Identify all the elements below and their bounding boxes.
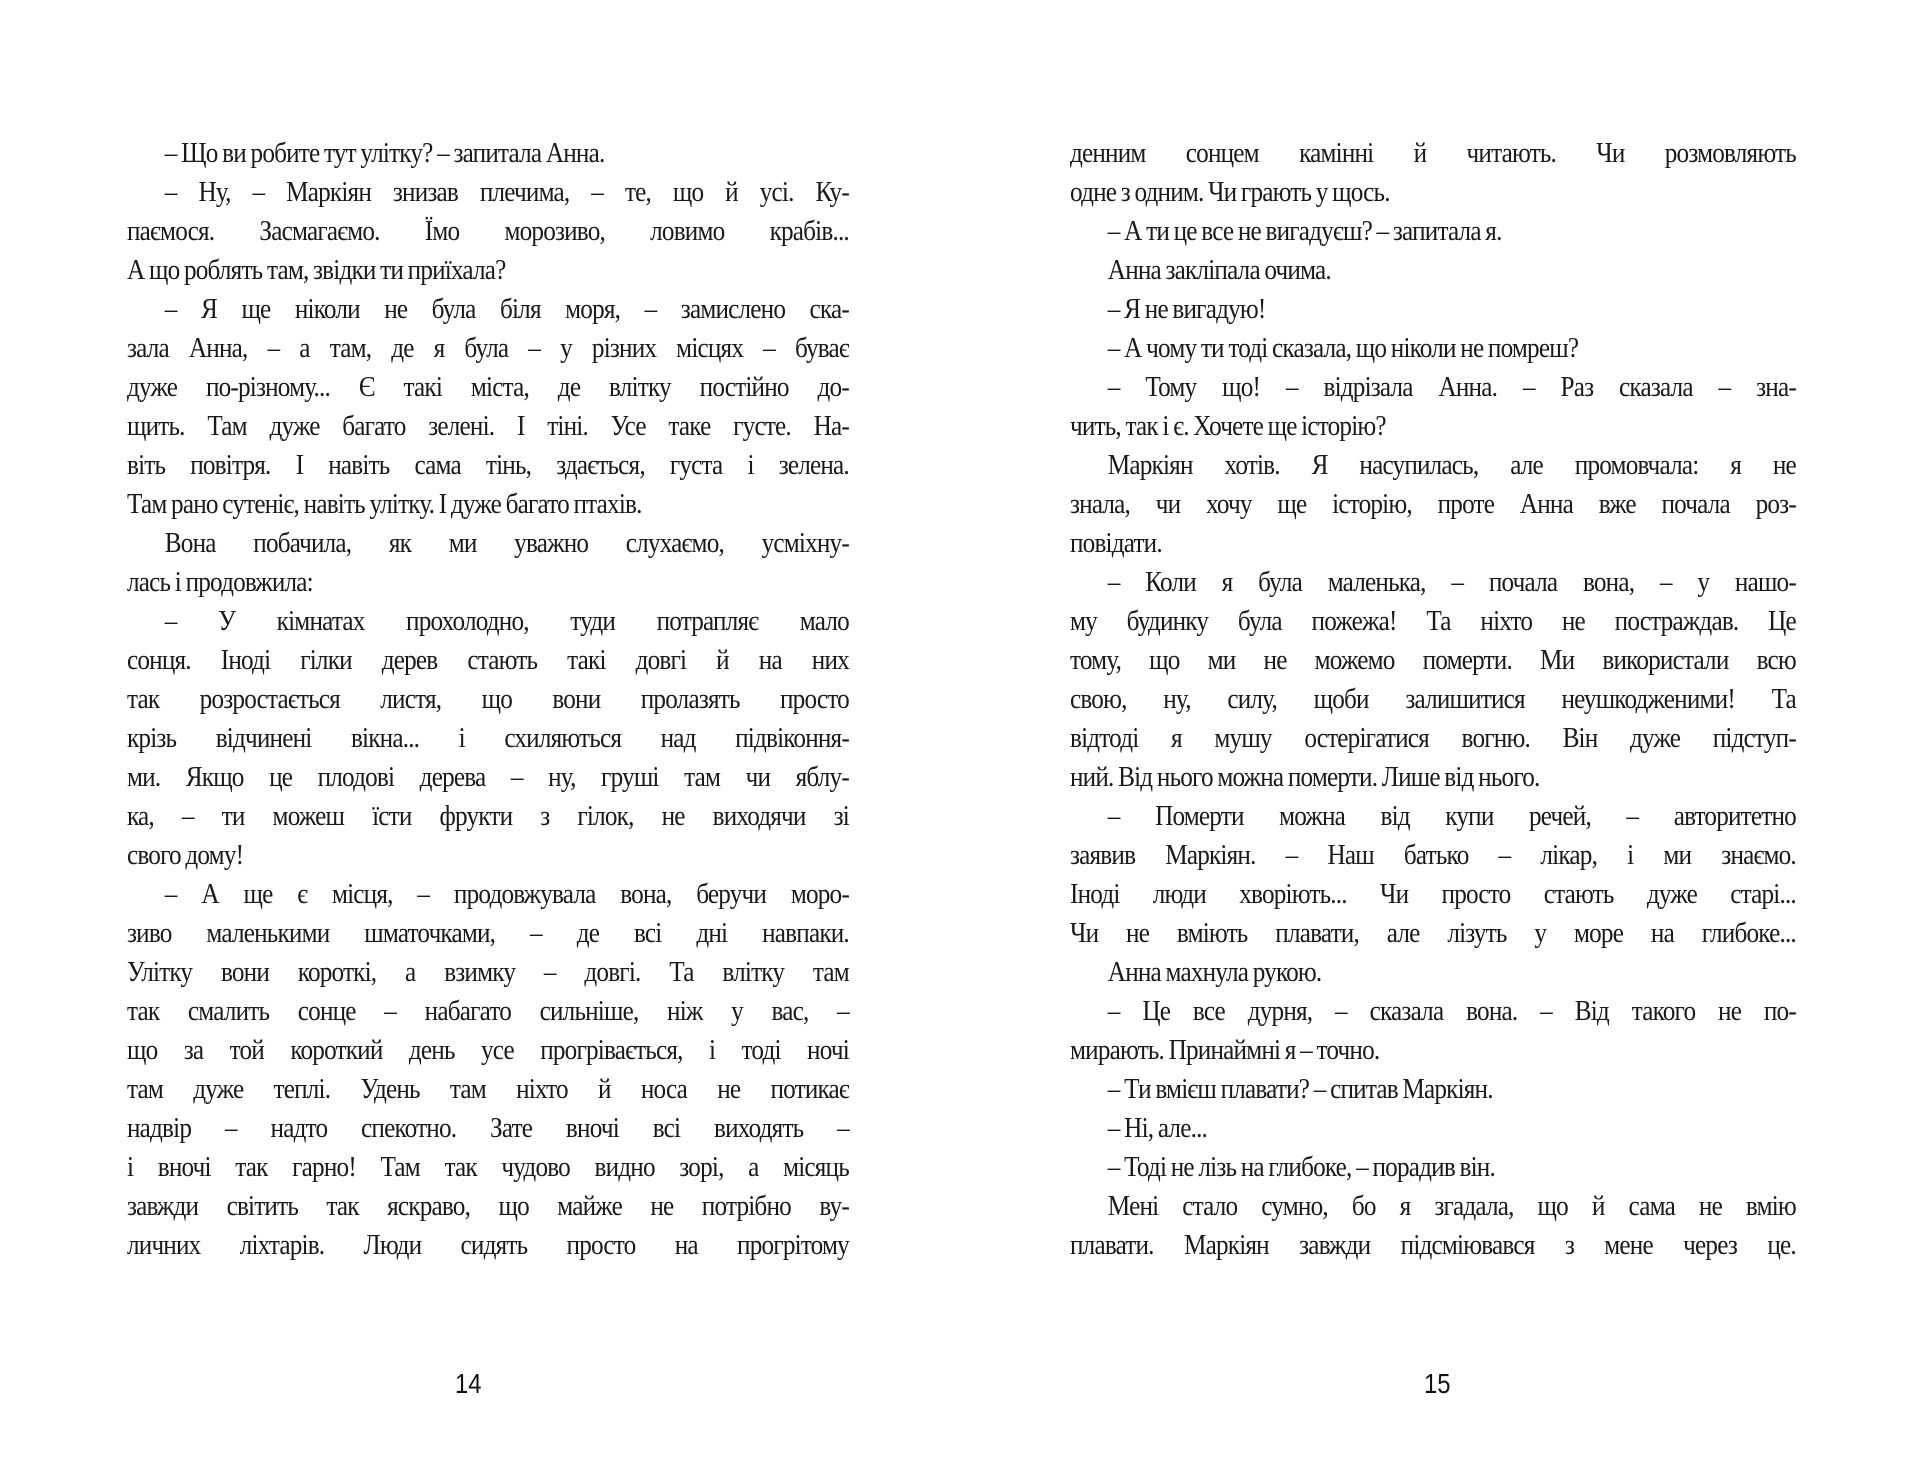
- text-line: чить, так і є. Хочете ще історію?: [1070, 411, 1386, 442]
- text-line: крізь відчинені вікна... і схиляються над підвіконня-: [127, 723, 849, 754]
- text-line: одне з одним. Чи грають у щось.: [1070, 177, 1390, 208]
- text-line: – А ти це все не вигадуєш? – запитала я.: [1107, 216, 1502, 247]
- page-number-right: 15: [1424, 1368, 1451, 1399]
- text-line: денним сонцем камінні й читають. Чи розмовляють: [1070, 138, 1796, 169]
- text-line: – Це все дурня, – сказала вона. – Від такого не по-: [1107, 996, 1796, 1027]
- text-line: – Коли я була маленька, – почала вона, – у нашо-: [1107, 567, 1796, 598]
- text-line: Вона побачила, як ми уважно слухаємо, усміхну-: [164, 528, 849, 559]
- text-line: – Ну, – Маркіян знизав плечима, – те, що й усі. Ку-: [164, 177, 849, 208]
- text-line: відтоді я мушу остерігатися вогню. Він дуже підступ-: [1070, 723, 1796, 754]
- text-line: Анна махнула рукою.: [1107, 957, 1322, 988]
- text-line: – Що ви робите тут улітку? – запитала Анна.: [164, 138, 605, 169]
- text-line: А що роблять там, звідки ти приїхала?: [127, 255, 506, 286]
- text-line: – У кімнатах прохолодно, туди потрапляє мало: [164, 606, 849, 637]
- text-line: мирають. Принаймні я – точно.: [1070, 1035, 1380, 1066]
- text-line: свою, ну, силу, щоби залишитися неушкодженими! Та: [1070, 684, 1796, 715]
- text-line: – Ні, але...: [1107, 1113, 1208, 1144]
- text-line: що за той короткий день усе прогрівається, і тоді ночі: [127, 1035, 849, 1066]
- text-line: зала Анна, – а там, де я була – у різних місцях – буває: [127, 333, 849, 364]
- text-line: – Я ще ніколи не була біля моря, – замислено ска-: [164, 294, 849, 325]
- text-line: завжди світить так яскраво, що майже не потрібно ву-: [127, 1191, 849, 1222]
- text-line: лась і продовжила:: [127, 567, 313, 598]
- text-line: віть повітря. І навіть сама тінь, здається, густа і зелена.: [127, 450, 849, 481]
- text-line: Улітку вони короткі, а взимку – довгі. Та влітку там: [127, 957, 849, 988]
- text-line: ка, – ти можеш їсти фрукти з гілок, не виходячи зі: [127, 801, 849, 832]
- text-line: сонця. Іноді гілки дерев стають такі довгі й на них: [127, 645, 849, 676]
- text-line: тому, що ми не можемо померти. Ми використали всю: [1070, 645, 1796, 676]
- text-line: паємося. Засмагаємо. Їмо морозиво, ловимо крабів...: [127, 216, 849, 247]
- text-line: зиво маленькими шматочками, – де всі дні навпаки.: [127, 918, 849, 949]
- text-line: там дуже теплі. Удень там ніхто й носа не потикає: [127, 1074, 849, 1105]
- text-line: Іноді люди хворіють... Чи просто стають дуже старі...: [1070, 879, 1796, 910]
- text-line: дуже по-різному... Є такі міста, де влітку постійно до-: [127, 372, 849, 403]
- text-line: надвір – надто спекотно. Зате вночі всі виходять –: [127, 1113, 849, 1144]
- text-line: щить. Там дуже багато зелені. І тіні. Усе таке густе. На-: [127, 411, 849, 442]
- text-line: Анна закліпала очима.: [1107, 255, 1331, 286]
- right-page: [960, 0, 1920, 1477]
- text-line: повідати.: [1070, 528, 1162, 559]
- right-page-text: [1070, 134, 1796, 1265]
- text-line: – Ти вмієш плавати? – спитав Маркіян.: [1107, 1074, 1493, 1105]
- text-line: – А ще є місця, – продовжувала вона, беручи моро-: [164, 879, 849, 910]
- text-line: – Тоді не лізь на глибоке, – порадив він.: [1107, 1152, 1495, 1183]
- text-line: – Я не вигадую!: [1107, 294, 1266, 325]
- text-line: заявив Маркіян. – Наш батько – лікар, і ми знаємо.: [1070, 840, 1796, 871]
- page-number-left: 14: [455, 1368, 482, 1399]
- text-line: ний. Від нього можна померти. Лише від нього.: [1070, 762, 1540, 793]
- text-line: плавати. Маркіян завжди підсміювався з мене через це.: [1070, 1230, 1796, 1261]
- left-page-text: [127, 134, 849, 1265]
- text-line: личних ліхтарів. Люди сидять просто на прогрітому: [127, 1230, 849, 1261]
- text-line: – А чому ти тоді сказала, що ніколи не помреш?: [1107, 333, 1579, 364]
- text-line: ми. Якщо це плодові дерева – ну, груші там чи яблу-: [127, 762, 849, 793]
- text-line: – Тому що! – відрізала Анна. – Раз сказала – зна-: [1107, 372, 1796, 403]
- text-line: му будинку була пожежа! Та ніхто не постраждав. Це: [1070, 606, 1796, 637]
- text-line: Там рано сутеніє, навіть улітку. І дуже багато птахів.: [127, 489, 642, 520]
- text-line: знала, чи хочу ще історію, проте Анна вже почала роз-: [1070, 489, 1796, 520]
- text-line: Чи не вміють плавати, але лізуть у море на глибоке...: [1070, 918, 1796, 949]
- text-line: свого дому!: [127, 840, 244, 871]
- text-line: – Померти можна від купи речей, – авторитетно: [1107, 801, 1796, 832]
- text-line: Мені стало сумно, бо я згадала, що й сама не вмію: [1107, 1191, 1796, 1222]
- text-line: і вночі так гарно! Там так чудово видно зорі, а місяць: [127, 1152, 849, 1183]
- text-line: так смалить сонце – набагато сильніше, ніж у вас, –: [127, 996, 849, 1027]
- text-line: так розростається листя, що вони пролазять просто: [127, 684, 849, 715]
- text-line: Маркіян хотів. Я насупилась, але промовчала: я не: [1107, 450, 1796, 481]
